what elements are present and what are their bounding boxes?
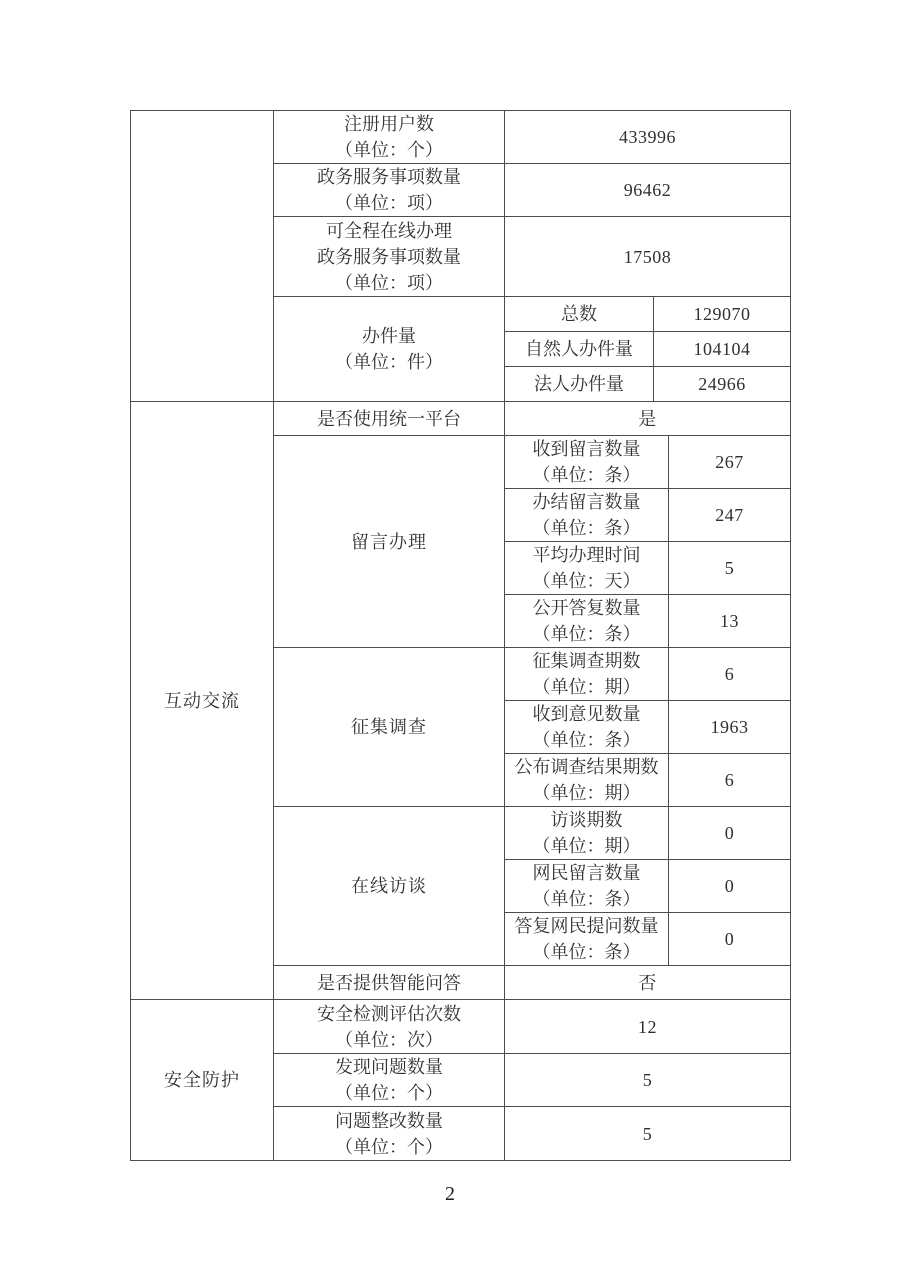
page-number: 2: [445, 1183, 455, 1205]
cell-value-interview-periods: 0: [669, 807, 791, 860]
label-unit: （单位：件）: [335, 352, 443, 372]
cell-label-online-service-items: [274, 217, 505, 297]
cell-value-public-replies: 13: [669, 595, 791, 648]
label-unit: （单位：次）: [335, 1029, 443, 1050]
label-line: 问题整改数量: [335, 1110, 443, 1131]
label-line: 政务服务事项数量: [317, 246, 461, 267]
label-line: 公开答复数量: [532, 598, 641, 618]
cell-label-service-items: [274, 164, 505, 217]
table-section-interaction: [130, 401, 791, 1000]
cell-value-total: 129070: [654, 297, 791, 332]
annual-report-table: [130, 110, 790, 1161]
cell-sublabel-netizen-questions-answered: [505, 913, 669, 966]
label-line: 平均办理时间: [532, 545, 641, 565]
cell-label-security-assessments: [274, 1000, 505, 1054]
label-unit: （单位：期）: [532, 783, 641, 803]
label-unit: （单位：条）: [532, 518, 641, 538]
cell-label-registered-users: [274, 111, 505, 164]
cell-label-surveys: 征集调查: [274, 648, 505, 807]
label-unit: （单位：条）: [532, 730, 641, 750]
cell-sublabel-messages-completed: [505, 489, 669, 542]
label-line: 安全检测评估次数: [317, 1003, 461, 1024]
label-unit: （单位：个）: [335, 1136, 443, 1157]
cell-sublabel-survey-results-published: [505, 754, 669, 807]
label-line: 答复网民提问数量: [514, 916, 659, 936]
cell-label-unified-platform: 是否使用统一平台: [274, 402, 505, 436]
label-line: 发现问题数量: [335, 1057, 443, 1077]
label-unit: （单位：项）: [335, 193, 443, 213]
label-unit: （单位：天）: [532, 571, 641, 591]
label-unit: （单位：期）: [532, 836, 641, 856]
label-unit: （单位：个）: [335, 1083, 443, 1103]
cell-value-problems-found: 5: [505, 1054, 791, 1107]
label-unit: （单位：期）: [532, 677, 641, 697]
cell-label-problems-found: [274, 1054, 505, 1107]
cell-value-opinions-received: 1963: [669, 701, 791, 754]
cell-sublabel-average-handling-time: [505, 542, 669, 595]
cell-label-smart-qa: 是否提供智能问答: [274, 966, 505, 1000]
cell-value-survey-periods: 6: [669, 648, 791, 701]
label-line: 办结留言数量: [532, 492, 641, 512]
cell-sublabel-messages-received: [505, 436, 669, 489]
label-line: 注册用户数: [344, 114, 434, 134]
cell-sublabel-survey-periods: [505, 648, 669, 701]
cell-value-legal-person: 24966: [654, 367, 791, 402]
cell-value-natural-person: 104104: [654, 332, 791, 367]
cell-value-unified-platform: 是: [505, 402, 791, 436]
label-unit: （单位：条）: [532, 942, 641, 962]
group-cell-security: 安全防护: [131, 1000, 274, 1161]
cell-value-smart-qa: 否: [505, 966, 791, 1000]
cell-label-message-handling: 留言办理: [274, 436, 505, 648]
group-cell-empty: [131, 111, 274, 402]
label-unit: （单位：条）: [532, 889, 641, 909]
cell-value-registered-users: 433996: [505, 111, 791, 164]
cell-value-messages-completed: 247: [669, 489, 791, 542]
table-section-security: [130, 999, 791, 1161]
cell-sublabel-opinions-received: [505, 701, 669, 754]
label-line: 网民留言数量: [532, 863, 641, 883]
cell-sublabel-interview-periods: [505, 807, 669, 860]
label-line: 公布调查结果期数: [514, 757, 659, 777]
label-unit: （单位：条）: [532, 465, 641, 485]
label-line: 收到留言数量: [532, 439, 641, 459]
cell-sublabel-natural-person: 自然人办件量: [505, 332, 654, 367]
cell-sublabel-public-replies: [505, 595, 669, 648]
label-line: 征集调查期数: [532, 651, 641, 671]
cell-value-netizen-questions-answered: 0: [669, 913, 791, 966]
cell-value-survey-results-published: 6: [669, 754, 791, 807]
cell-label-online-interviews: 在线访谈: [274, 807, 505, 966]
cell-sublabel-legal-person: 法人办件量: [505, 367, 654, 402]
cell-value-average-handling-time: 5: [669, 542, 791, 595]
label-unit: （单位：项）: [335, 272, 443, 293]
label-line: 访谈期数: [550, 810, 623, 830]
cell-value-messages-received: 267: [669, 436, 791, 489]
cell-value-service-items: 96462: [505, 164, 791, 217]
label-unit: （单位：条）: [532, 624, 641, 644]
cell-label-case-volume: [274, 297, 505, 402]
cell-label-problems-rectified: [274, 1107, 505, 1161]
label-line: 办件量: [362, 326, 416, 346]
label-line: 政务服务事项数量: [317, 167, 461, 187]
cell-value-online-service-items: 17508: [505, 217, 791, 297]
label-unit: （单位：个）: [335, 140, 443, 160]
label-line: 收到意见数量: [532, 704, 641, 724]
cell-sublabel-total: 总数: [505, 297, 654, 332]
label-line: 可全程在线办理: [326, 220, 452, 241]
cell-value-security-assessments: 12: [505, 1000, 791, 1054]
table-section-service: [130, 110, 791, 402]
cell-value-problems-rectified: 5: [505, 1107, 791, 1161]
cell-sublabel-netizen-messages: [505, 860, 669, 913]
group-cell-interaction: 互动交流: [131, 402, 274, 1000]
cell-value-netizen-messages: 0: [669, 860, 791, 913]
